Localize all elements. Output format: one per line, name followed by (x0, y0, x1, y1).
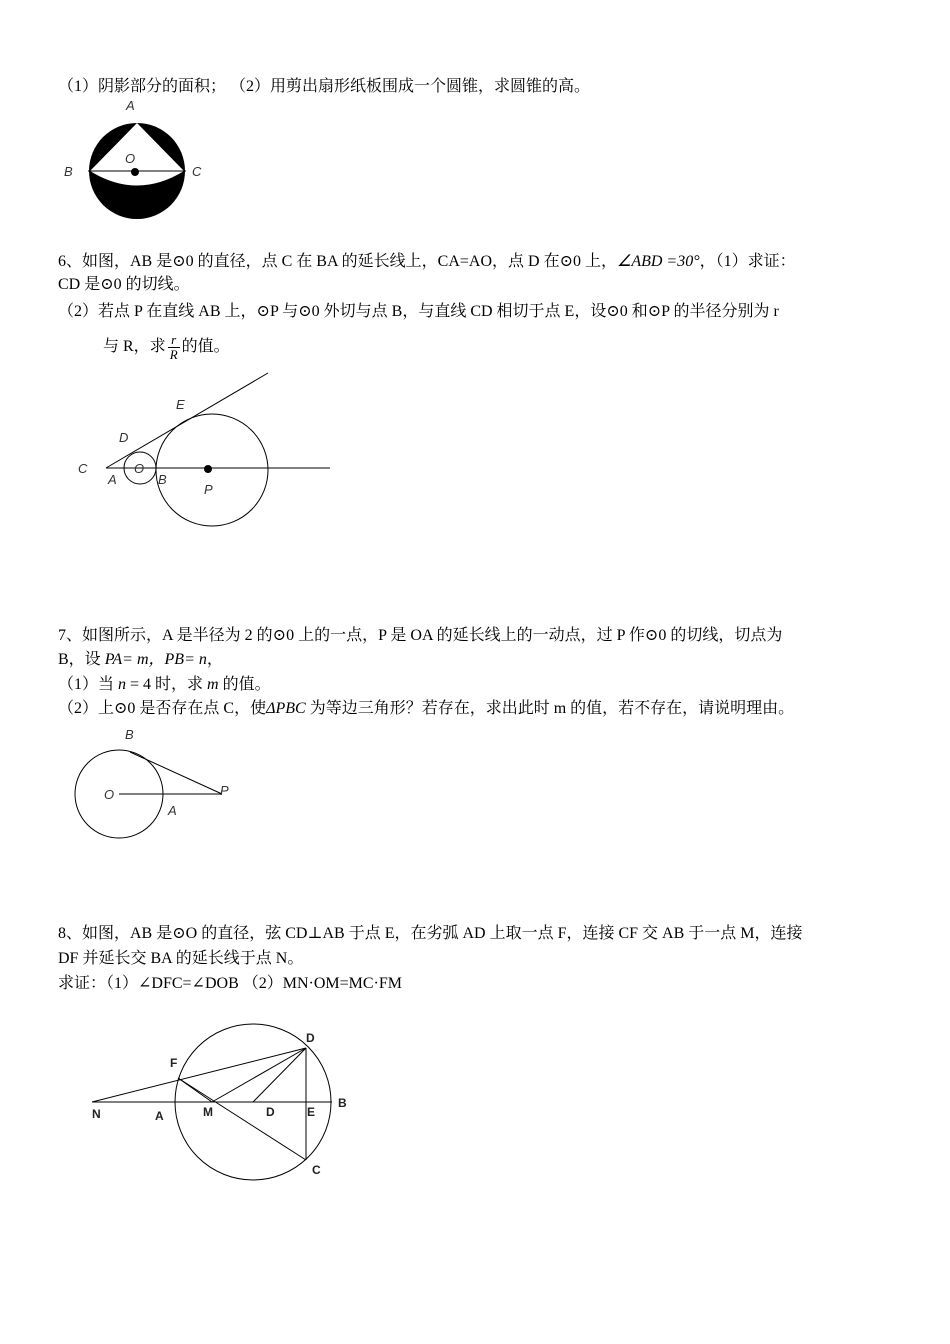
prob8-line2: DF 并延长交 BA 的延长线于点 N。 (58, 950, 304, 967)
prob6-label-p: P (204, 482, 213, 497)
prob6-line2: CD 是⊙0 的切线。 (58, 276, 190, 293)
prob7-line4c: 为等边三角形？若存在，求出此时 m 的值，若不存在，请说明理由。 (305, 700, 795, 717)
prob7-label-p: P (220, 783, 229, 798)
prob7-line3b: n (118, 676, 127, 693)
prob6-line4b: 的值。 (181, 338, 230, 356)
prob5-label-a: A (126, 98, 135, 113)
prob7-label-a: A (168, 803, 177, 818)
prob5-label-c: C (192, 164, 202, 179)
prob6-angle: ∠ABD =30° (616, 253, 700, 270)
prob8-label-b: B (338, 1096, 347, 1110)
prob7-label-b: B (125, 727, 134, 742)
prob8-line-nd (92, 1048, 306, 1102)
prob8-label-e: E (307, 1105, 316, 1119)
prob7-line3c: = 4 时，求 (126, 676, 208, 693)
prob6-frac-num: r (168, 333, 180, 348)
prob7-line2b: PA= m，PB= n (104, 651, 207, 668)
prob8-line3: 求证：（1）∠DFC=∠DOB （2）MN·OM=MC·FM (58, 975, 403, 992)
prob6-label-o: O (134, 461, 145, 476)
prob8-line1: 8、如图，AB 是⊙O 的直径，弦 CD⊥AB 于点 E，在劣弧 AD 上取一点 F，连接 CF 交 AB 于一点 M，连接 (58, 925, 803, 942)
prob8-label-f: F (170, 1056, 178, 1070)
prob7-line4a: （2）上⊙0 是否存在点 C，使 (58, 700, 267, 717)
prob6-line4a: 与 R，求 (103, 338, 166, 356)
prob8-label-a: A (155, 1109, 164, 1123)
prob7-line3e: 的值。 (218, 676, 271, 693)
prob8-label-d: D (266, 1105, 275, 1119)
prob6-label-a: A (108, 472, 117, 487)
prob5-label-b: B (64, 164, 73, 179)
prob6-line1b: ，（1）求证： (699, 253, 796, 270)
prob7-line3a: （1）当 (58, 676, 119, 693)
prob7-line3d: m (207, 676, 219, 693)
prob7-line2c: ， (206, 651, 223, 668)
prob6-label-e: E (176, 397, 185, 412)
prob8-line-fm (178, 1078, 212, 1102)
prob8-line-od (253, 1048, 306, 1102)
prob6-label-d: D (119, 430, 129, 445)
prob7-line4b: ΔPBC (266, 700, 306, 717)
prob6-line3: （2）若点 P 在直线 AB 上，⊙P 与⊙0 外切与点 B，与直线 CD 相切于点 E，设⊙0 和⊙P 的半径分别为 r (58, 303, 779, 320)
prob5-label-o: O (125, 151, 136, 166)
prob8-line-md (212, 1048, 306, 1102)
prob8-label-m: M (203, 1105, 213, 1119)
prob8-label-dtop: D (306, 1031, 315, 1045)
prob6-label-b: B (158, 472, 167, 487)
prob5-line1: （1）阴影部分的面积； （2）用剪出扇形纸板围成一个圆锥，求圆锥的高。 (58, 78, 591, 95)
prob7-line1: 7、如图所示，A 是半径为 2 的⊙0 上的一点，P 是 OA 的延长线上的一动点，过 P 作⊙0 的切线，切点为 (58, 627, 783, 644)
prob8-label-c: C (312, 1163, 321, 1177)
prob6-line1a: 6、如图，AB 是⊙0 的直径，点 C 在 BA 的延长线上，CA=AO，点 D 在⊙0 上， (58, 253, 617, 270)
prob7-label-o: O (104, 787, 115, 802)
prob6-frac-den: R (169, 347, 178, 362)
prob8-label-n: N (92, 1107, 101, 1121)
prob8-line-fc (178, 1078, 306, 1160)
prob7-line2a: B，设 (58, 651, 105, 668)
prob6-label-c: C (78, 461, 88, 476)
